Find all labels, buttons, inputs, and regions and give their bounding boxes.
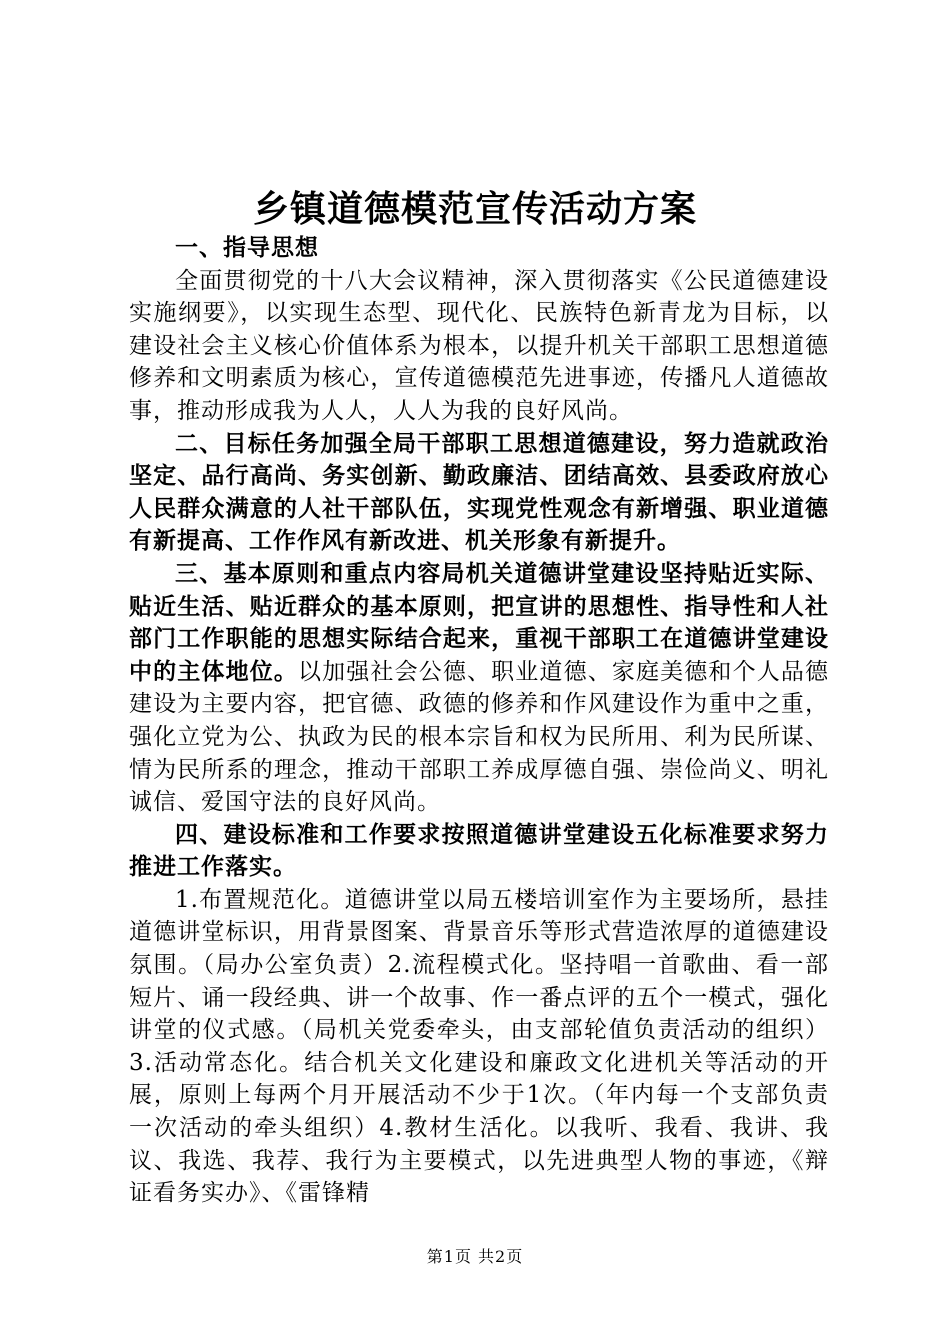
section-heading-text: 二、目标任务加强全局干部职工思想道德建设，努力造就政治坚定、品行高尚、务实创新、勤政廉洁、团结高效、县委政府放心人民群众满意的人社干部队伍，实现党性观念有新增强、职业道德有新提高、工作作风有新改进、机关形象有新提升。: [129, 429, 829, 555]
page-footer: 第1页 共2页: [426, 1247, 524, 1266]
paragraph-text: 全面贯彻党的十八大会议精神，深入贯彻落实《公民道德建设实施纲要》，以实现生态型、现代化、民族特色新青龙为目标，以建设社会主义核心价值体系为根本，以提升机关干部职工思想道德修养和文明素质为核心，宣传道德模范先进事迹，传播凡人道德故事，推动形成我为人人，人人为我的良好风尚。: [129, 267, 829, 424]
section-heading-text: 三、基本原则和重点内容局机关道德讲堂建设坚持贴近实际、贴近生活、贴近群众的基本原则，把宣讲的思想性、指导性和人社部门工作职能的思想实际结合起来，重视干部职工在道德讲堂建设中的主体地位。: [129, 559, 829, 685]
section-heading-text: 四、建设标准和工作要求按照道德讲堂建设五化标准要求努力推进工作落实。: [129, 820, 829, 881]
paragraph-goals: [129, 428, 829, 558]
document-body: [129, 232, 829, 1210]
paragraph-text: 以加强社会公德、职业道德、家庭美德和个人品德建设为主要内容，把官德、政德的修养和作风建设作为重中之重，强化立党为公、执政为民的根本宗旨和权为民所用、利为民所谋、情为民所系的理念，推动干部职工养成厚德自强、崇俭尚义、明礼诚信、爱国守法的良好风尚。: [129, 658, 829, 816]
paragraph-principles: [129, 558, 829, 819]
document-title: 乡镇道德模范宣传活动方案: [252, 188, 697, 230]
section-heading-text: 一、指导思想: [175, 234, 319, 261]
paragraph-standards: [129, 819, 829, 884]
paragraph-guiding-thought: [129, 265, 829, 428]
section-heading-1: [129, 232, 829, 265]
paragraph-standards-detail: [129, 884, 829, 1210]
paragraph-text: 1.布置规范化。道德讲堂以局五楼培训室作为主要场所，悬挂道德讲堂标识，用背景图案、背景音乐等形式营造浓厚的道德建设氛围。（局办公室负责）2.流程模式化。坚持唱一首歌曲、看一部短片、诵一段经典、讲一个故事、作一番点评的五个一模式，强化讲堂的仪式感。（局机关党委牵头，由支部轮值负责活动的组织）3.活动常态化。结合机关文化建设和廉政文化进机关等活动的开展，原则上每两个月开展活动不少于1次。（年内每一个支部负责一次活动的牵头组织）4.教材生活化。以我听、我看、我讲、我议、我选、我荐、我行为主要模式，以先进典型人物的事迹，《辩证看务实办》、《雷锋精: [129, 886, 829, 1207]
